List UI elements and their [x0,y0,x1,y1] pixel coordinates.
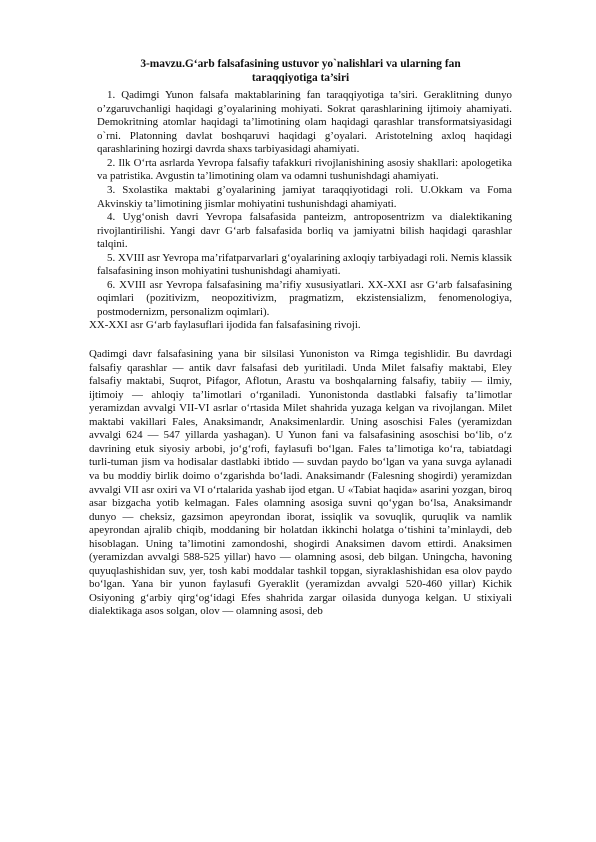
topic-item-3: 3. Sxolastika maktabi g’oyalarining jamiyat taraqqiyotidagi roli. U.Okkam va Foma Akvinskiy ta’limotining jismlar mohiyatini tushunishdagi ahamiyati. [97,184,512,210]
title-line-2: taraqqiyotiga ta’siri [251,71,350,84]
topic-item-5: 5. XVIII asr Yevropa ma’rifatparvarlari g‘oyalarining axloqiy tarbiyadagi roli. Nemis klassik falsafasining inson mohiyatini tushunishdagi ahamiyati. [97,251,512,278]
body-paragraph: Qadimgi davr falsafasining yana bir silsilasi Yunoniston va Rimga tegishlidir. Bu davrdagi falsafiy qarashlar — antik davr falsafasi deb yuritiladi. Unda Milet falsafiy maktabi, Eley falsafiy maktabi, Suqrot, Pifagor, Aflotun, Arastu va boshqalarning falsafiy, tabiiy — ilmiy, ijtimoiy — ahloqiy ta’limotlari o‘rganiladi. Yunonistonda dastlabki falsafiy ta’limotlar yeramizdan avvalgi VII-VI asrlar o‘rtasida Milet shahrida yuzaga kelgan va rivojlangan. Milet maktabi vakillari Fales, Anaksimandr, Anaksimenlardir. Uning asoschisi Fales (yeramizdan avvalgi 624 — 547 yillarda yashagan). U Yunon fani va falsafasining asoschisi bo‘lib, o‘z davrining etuk siyosiy arbobi, jo‘g‘rofi, faylasufi bo‘lgan. Fales ta’limotiga ko‘ra, tabiatdagi turli-tuman jism va hodisalar dastlabki ibtido — suvdan paydo bo‘lgan va yana suvga aylanadi va bu moddiy birlik doimo o‘zgarishda bo‘ladi. Anaksimandr (Falesning shogirdi) yeramizdan avvalgi VII asr oxiri va VI o‘rtalarida yashab ijod etgan. U «Tabiat haqida» asarini yozgan, biroq asar bizgacha yotib kelmagan. Fales olamning asosiga suvni qo‘ygan bo‘lsa, Anaksimandr dunyo — cheksiz, gazsimon apeyrondan iborat, issiqlik va sovuqlik, quruqlik va namlik apeyrondan ajralib chiqib, moddaning bir holatdan ikkinchi holatga o‘tishini ta’minlaydi, deb hisoblagan. Uning ta’limotini zamondoshi, shogirdi Anaksimen davom ettirdi. Anaksimen (yeramizdan avvalgi 588-525 yillar) havo — olamning asosi, deb bilgan. Uningcha, havoning quyuqlashishidan suv, yer, tosh kabi moddalar tashkil topgan, siyraklashishidan esa olov paydo bo‘lgan. Yana bir yunon faylasufi Gyeraklit (yeramizdan avvalgi 520-460 yillar) Kichik Osiyoning g‘arbiy qirg‘og‘idagi Efes shahrida zargar oilasida dunyoga kelgan. U stixiyali dialektikaga asos solgan, olov — olamning asosi, deb [89,348,512,618]
topic-list-tail: XX-XXI asr G‘arb faylasuflari ijodida fan falsafasining rivoji. [89,319,361,332]
topic-item-1: 1. Qadimgi Yunon falsafa maktablarining fan taraqqiyotiga ta’siri. Geraklitning dunyo o’zgaruvchanligi haqidagi g’oyalarining mohiyati. Sokrat qarashlarining ijtimoiy ahamiyati. Demokritning atomlar haqidagi ta’limotining olam haqidagi qarashlar transformatsiyasidagi o`rni. Platonning davlat boshqaruvi haqidagi g’oyalari. Aristotelning axloq haqidagi qarashlarining hozirgi davrda shaxs tarbiyasidagi ahamiyati. [97,89,512,156]
page-title [89,58,512,85]
title-line-1: 3-mavzu.G‘arb falsafasining ustuvor yo`nalishlari va ularning fan [140,58,461,70]
topic-item-4: 4. Uyg‘onish davri Yevropa falsafasida panteizm, antroposentrizm va dialektikaning rivojlantirilishi. Yangi davr G‘arb falsafasida borliq va jamiyatni bilish haqidagi qarashlar talqini. [97,211,512,251]
topic-item-2: 2. Ilk O‘rta asrlarda Yevropa falsafiy tafakkuri rivojlanishining asosiy shakllari: apologetika va patristika. Avgustin ta’limotining olam va odamni tushunishdagi ahamiyati. [97,156,512,183]
topic-item-6: 6. XVIII asr Yevropa falsafasining ma’rifiy xususiyatlari. XX-XXI asr G‘arb falsafasining oqimlari (pozitivizm, neopozitivizm, pragmatizm, ekzistensializm, fenomenologiya, postmodernizm, personalizm oqimlari). [97,278,512,318]
topic-list [89,89,512,319]
